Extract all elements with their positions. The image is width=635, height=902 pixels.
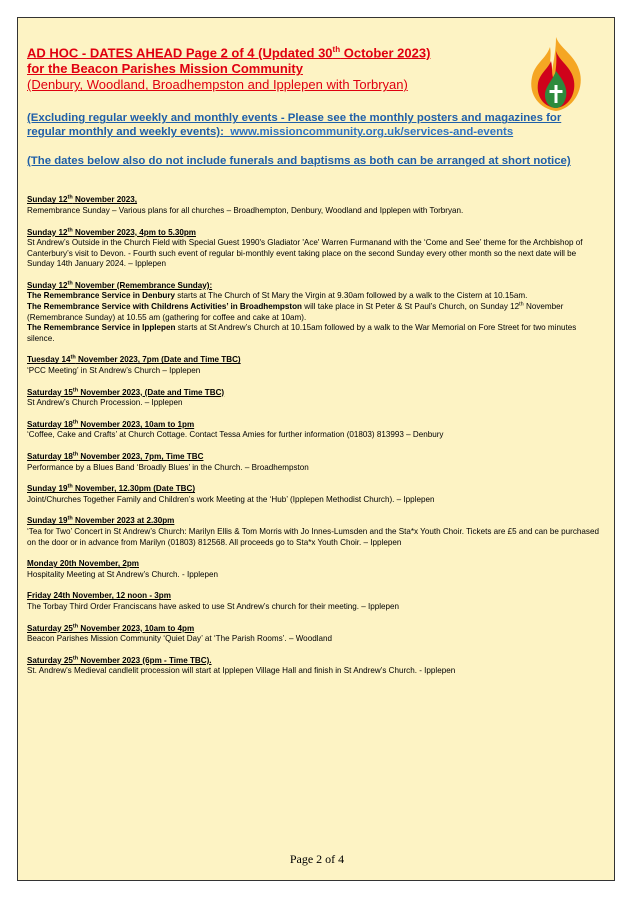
event-item: Sunday 12th November 2023, 4pm to 5.30pm St Andrew’s Outside in the Church Field with Special Guest 1990's Gladiator 'Ace' Warren Furmanand with the ‘Come and See’ theme for the Archbishop of Canterbury’s visit to Devon. - Fourth such event of regular bi-monthly event taking place on the second Sunday every other month so the next date will be Sunday 14th January 2024. – Ipplepen [27, 226, 583, 269]
event-heading: Monday 20th November, 2pm [27, 559, 139, 569]
event-item: Saturday 25th November 2023, 10am to 4pm Beacon Parishes Mission Community ‘Quiet Day’ at ‘The Parish Rooms’. – Woodland [27, 622, 332, 644]
event-item: Saturday 18th November 2023, 7pm, Time TBC Performance by a Blues Band ‘Broadly Blues’ in the Church. – Broadhempston [27, 451, 309, 472]
flame-cross-icon [526, 35, 586, 113]
event-item: Sunday 12th November (Remembrance Sunday): The Remembrance Service in Denbury starts at The Church of St Mary the Virgin at 9.30am followed by a walk to the Cistern at 10.15am. The Remembrance Service with Childrens Activities’ in Broadhempston will take place in St Peter & St Paul’s Church, on Sunday 12th November (Remembrance Sunday) at 10.55 am (gathering for coffee and cake at 10am). The Remembrance Service in Ipplepen starts at St Andrew’s Church at 10.15am followed by a walk to the War Memorial on Fore Street for two minutes silence. [27, 280, 577, 343]
parish-list: (Denbury, Woodland, Broadhempston and Ipplepen with Torbryan) [27, 77, 408, 93]
event-heading: Friday 24th November, 12 noon - 3pm [27, 591, 171, 601]
event-list [27, 195, 602, 677]
event-item: Monday 20th November, 2pm Hospitality Meeting at St Andrew’s Church. - Ipplepen [27, 559, 219, 579]
event-heading: Sunday 12th November (Remembrance Sunday): [27, 280, 213, 290]
event-item: Saturday 25th November 2023 (6pm - Time TBC). St. Andrew's Medieval candlelit procession will start at Ipplepen Village Hall and finish in St Andrew’s Church. - Ipplepen [27, 655, 456, 676]
event-item: Saturday 18th November 2023, 10am to 1pm ‘Coffee, Cake and Crafts’ at Church Cottage. Contact Tessa Amies for further information (01803) 813993 – Denbury [27, 419, 444, 440]
event-item: Saturday 15th November 2023, (Date and Time TBC) St Andrew’s Church Procession. – Ipplepen [27, 386, 225, 408]
event-item: Tuesday 14th November 2023, 7pm (Date and Time TBC) ‘PCC Meeting’ in St Andrew’s Church – Ipplepen [27, 354, 241, 376]
document-title: AD HOC - DATES AHEAD Page 2 of 4 (Updated 30th October 2023) [27, 45, 431, 61]
event-heading: Sunday 19th November, 12.30pm (Date TBC) [27, 483, 196, 494]
event-heading: Sunday 12th November 2023, 4pm to 5.30pm [27, 226, 196, 237]
event-heading: Sunday 19th November 2023 at 2.30pm [27, 515, 175, 526]
page-number: Page 2 of 4 [289, 852, 345, 866]
event-heading: Saturday 18th November 2023, 10am to 1pm [27, 419, 195, 429]
exclusion-notice: (Excluding regular weekly and monthly events - Please see the monthly posters and magazines for regular monthly and weekly events): www.missioncommunity.org.uk/services-and-events [27, 112, 562, 139]
event-item: Sunday 12th November 2023, Remembrance Sunday – Various plans for all churches – Broadhempton, Denbury, Woodland and Ipplepen with Torbryan. [27, 194, 464, 215]
document-subtitle: for the Beacon Parishes Mission Community [27, 61, 303, 77]
content [27, 42, 602, 677]
event-heading: Saturday 18th November 2023, 7pm, Time TBC [27, 451, 204, 462]
event-item: Sunday 19th November, 12.30pm (Date TBC) Joint/Churches Together Family and Children’s work Meeting at the ‘Hub’ (Ipplepen Methodist Church). – Ipplepen [27, 483, 435, 504]
event-heading: Sunday 12th November 2023, [27, 194, 138, 205]
event-item: Friday 24th November, 12 noon - 3pm The Torbay Third Order Franciscans have asked to use St Andrew’s church for their meeting. – Ipplepen [27, 591, 400, 611]
event-heading: Tuesday 14th November 2023, 7pm (Date and Time TBC) [27, 354, 241, 365]
services-link[interactable]: www.missioncommunity.org.uk/services-and-events [230, 126, 514, 139]
page [17, 17, 615, 881]
event-heading: Saturday 25th November 2023 (6pm - Time TBC). [27, 655, 212, 665]
funerals-notice: (The dates below also do not include funerals and baptisms as both can be arranged at short notice) [27, 155, 571, 168]
event-heading: Saturday 15th November 2023, (Date and Time TBC) [27, 386, 225, 397]
event-heading: Saturday 25th November 2023, 10am to 4pm [27, 622, 195, 633]
event-item: Sunday 19th November 2023 at 2.30pm ‘Tea for Two’ Concert in St Andrew’s Church: Marilyn Ellis & Tom Morris with Jo Innes-Lumsden and the Sta*x Youth Choir. Tickets are £5 and can be purchased on the door or in advance from Marilyn (01803) 812568. All proceeds go to Sta*x Youth Choir. – Ipplepen [27, 515, 599, 547]
